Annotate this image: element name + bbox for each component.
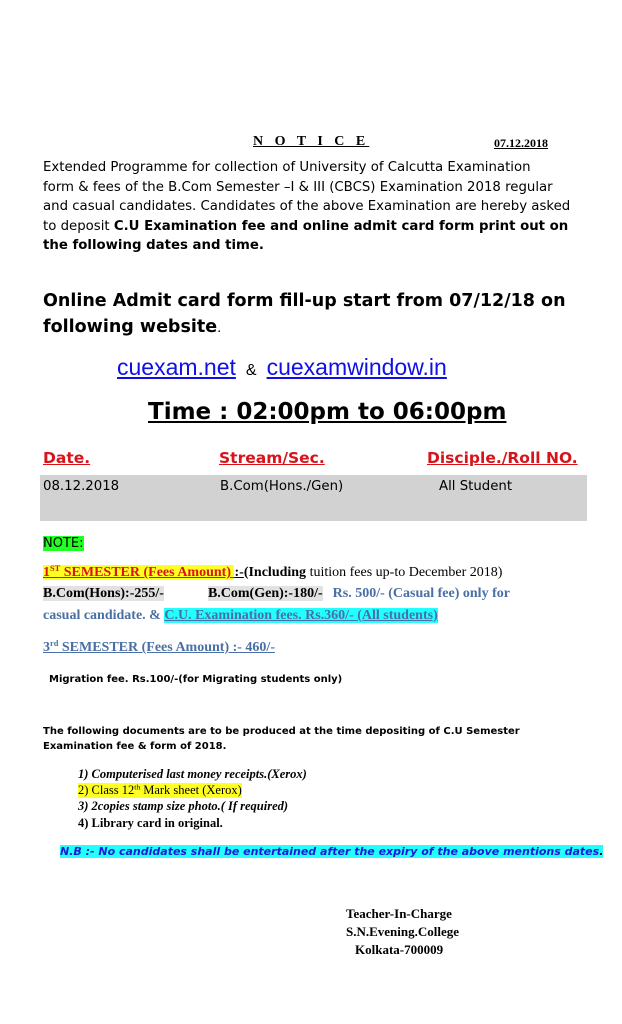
link-cuexam-net[interactable]: cuexam.net <box>117 354 236 380</box>
cu-exam-fees: C.U. Examination fees. Rs.360/- (All students) <box>164 608 438 623</box>
online-admit-notice <box>43 288 591 342</box>
doc2-text-end: Mark sheet (Xerox) <box>140 783 242 797</box>
document-item: 4) Library card in original. <box>78 816 223 830</box>
intro-line: the following dates and time. <box>43 238 264 253</box>
online-admit-text: Online Admit card form fill-up start from 07/12/18 on following website <box>43 291 566 337</box>
sem1-including: (Including <box>243 565 307 580</box>
nb-warning <box>60 845 603 858</box>
table-cell-roll: All Student <box>439 479 513 494</box>
table-header-stream: Stream/Sec. <box>219 449 325 467</box>
sem3-text: SEMESTER (Fees Amount) :- 460/- <box>58 640 275 655</box>
signature-title: Teacher-In-Charge <box>346 906 452 921</box>
intro-paragraph <box>43 158 588 256</box>
casual-fee: Rs. 500/- (Casual fee) only for <box>332 586 510 601</box>
doc2-superscript: th <box>134 782 141 792</box>
document-item: 3) 2copies stamp size photo.( If required) <box>78 799 289 813</box>
sem1-superscript: ST <box>50 563 61 573</box>
table-cell-date: 08.12.2018 <box>43 479 120 494</box>
intro-line: Extended Programme for collection of University of Calcutta Examination <box>43 160 531 175</box>
sem1-tail-text: tuition fees up-to December 2018) <box>306 565 503 580</box>
third-semester-fees <box>43 640 275 656</box>
table-header-roll: Disciple./Roll NO. <box>427 449 578 467</box>
time-slot: Time : 02:00pm to 06:00pm <box>148 399 507 425</box>
intro-line: form & fees of the B.Com Semester –I & III (CBCS) Examination 2018 regular <box>43 179 553 195</box>
casual-candidate-text: casual candidate. & <box>43 608 165 623</box>
intro-text: to deposit <box>43 218 114 234</box>
document-item <box>78 783 242 798</box>
table-cell-stream: B.Com(Hons./Gen) <box>220 479 344 494</box>
sem1-separator: :- <box>234 565 244 580</box>
online-admit-dot: . <box>217 321 222 336</box>
note-label: NOTE: <box>43 536 84 551</box>
first-semester-fees <box>43 565 502 581</box>
link-cuexamwindow-in[interactable]: cuexamwindow.in <box>266 354 447 380</box>
intro-line: and casual candidates. Candidates of the above Examination are hereby asked <box>43 199 571 214</box>
gen-fee: B.Com(Gen):-180/- <box>207 586 323 601</box>
intro-bold-text: C.U Examination fee and online admit card form print out on <box>113 218 569 234</box>
website-links <box>117 354 447 381</box>
notice-title: N O T I C E <box>253 134 370 149</box>
hons-fee: B.Com(Hons):-255/- <box>43 586 164 601</box>
casual-fee-line2 <box>43 608 438 624</box>
nb-dot: . <box>599 845 604 858</box>
sem1-number: 1 <box>43 565 50 580</box>
migration-fee: Migration fee. Rs.100/-(for Migrating students only) <box>49 674 343 685</box>
intro-line <box>43 217 588 237</box>
sem1-heading-text: SEMESTER (Fees Amount) <box>60 565 235 580</box>
signature-city: Kolkata-700009 <box>355 942 444 957</box>
sem3-number: 3 <box>43 640 50 655</box>
notice-date: 07.12.2018 <box>494 136 548 150</box>
fee-amounts <box>43 586 510 602</box>
sem3-superscript: rd <box>50 638 59 648</box>
documents-intro: The following documents are to be produced at the time depositing of C.U Semester Examination fee & form of 2018. <box>43 726 520 752</box>
signature-college: S.N.Evening.College <box>346 924 460 939</box>
ampersand: & <box>245 362 257 379</box>
table-header-date: Date. <box>43 449 91 467</box>
first-semester-heading <box>43 565 234 580</box>
document-item: 1) Computerised last money receipts.(Xerox) <box>78 767 307 781</box>
nb-text: N.B :- No candidates shall be entertained after the expiry of the above mentions dates <box>60 845 600 858</box>
doc2-text: 2) Class 12 <box>78 783 135 797</box>
